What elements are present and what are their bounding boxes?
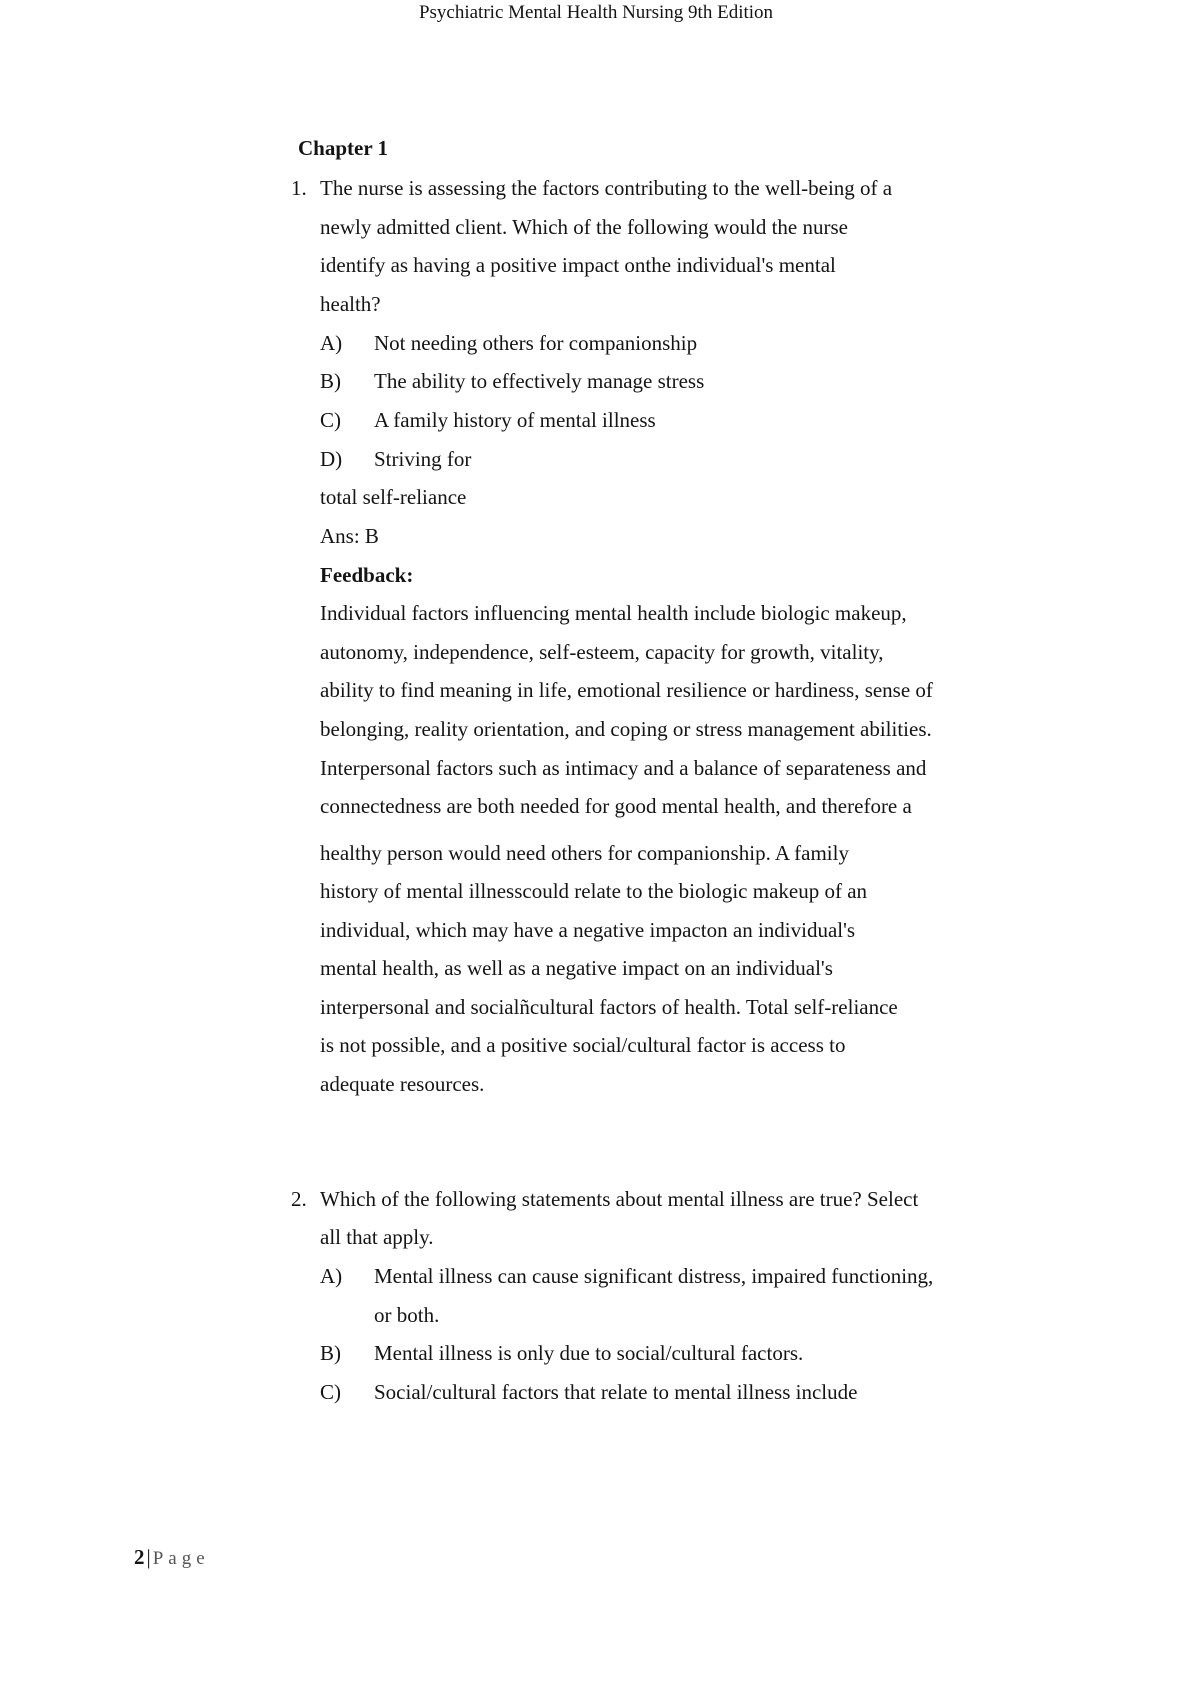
- feedback-line: ability to find meaning in life, emotional resilience or hardiness, sense of: [320, 678, 933, 702]
- question-stem-line: The nurse is assessing the factors contributing to the well-being of a: [320, 176, 893, 200]
- question-stem-line: newly admitted client. Which of the following would the nurse: [320, 215, 848, 239]
- option-text: The ability to effectively manage stress: [374, 369, 705, 393]
- footer-separator: |: [146, 1545, 151, 1569]
- feedback-line: adequate resources.: [320, 1072, 485, 1096]
- feedback-line: interpersonal and socialñcultural factors of health. Total self-reliance: [320, 995, 898, 1019]
- page-label: Page: [152, 1548, 210, 1569]
- option-letter: D): [320, 447, 343, 471]
- option-text: A family history of mental illness: [374, 408, 656, 432]
- question-number: 1.: [291, 176, 307, 200]
- option-text: Mental illness is only due to social/cultural factors.: [374, 1341, 804, 1365]
- question-stem-line: Which of the following statements about mental illness are true? Select: [320, 1187, 919, 1211]
- answer: Ans: B: [320, 524, 379, 548]
- question-stem-line: all that apply.: [320, 1225, 434, 1249]
- option-text: Not needing others for companionship: [374, 331, 698, 355]
- feedback-line: healthy person would need others for companionship. A family: [320, 841, 849, 865]
- feedback-line: history of mental illnesscould relate to the biologic makeup of an: [320, 879, 868, 903]
- feedback-line: connectedness are both needed for good mental health, and therefore a: [320, 794, 912, 818]
- option-text: Social/cultural factors that relate to mental illness include: [374, 1380, 858, 1404]
- page-footer: [134, 1544, 210, 1572]
- chapter-title: Chapter 1: [298, 136, 389, 160]
- option-letter: A): [320, 1264, 343, 1288]
- option-letter: C): [320, 1380, 341, 1404]
- feedback-line: individual, which may have a negative impacton an individual's: [320, 918, 856, 942]
- option-letter: B): [320, 1341, 341, 1365]
- option-text-continuation: total self-reliance: [320, 485, 467, 509]
- feedback-label: Feedback:: [320, 563, 414, 587]
- feedback-line: is not possible, and a positive social/cultural factor is access to: [320, 1033, 846, 1057]
- option-letter: C): [320, 408, 341, 432]
- option-letter: B): [320, 369, 341, 393]
- option-text: Striving for: [374, 447, 472, 471]
- feedback-line: mental health, as well as a negative impact on an individual's: [320, 956, 833, 980]
- option-text: Mental illness can cause significant distress, impaired functioning,: [374, 1264, 934, 1288]
- feedback-line: belonging, reality orientation, and coping or stress management abilities.: [320, 717, 932, 741]
- feedback-line: Interpersonal factors such as intimacy and a balance of separateness and: [320, 756, 927, 780]
- question-number: 2.: [291, 1187, 307, 1211]
- page-number: 2: [134, 1545, 145, 1569]
- feedback-line: Individual factors influencing mental health include biologic makeup,: [320, 601, 907, 625]
- question-stem-line: health?: [320, 292, 381, 316]
- option-text-continuation: or both.: [374, 1303, 440, 1327]
- option-letter: A): [320, 331, 343, 355]
- feedback-line: autonomy, independence, self-esteem, capacity for growth, vitality,: [320, 640, 884, 664]
- question-stem-line: identify as having a positive impact onthe individual's mental: [320, 253, 836, 277]
- running-header: Psychiatric Mental Health Nursing 9th Edition: [418, 2, 774, 23]
